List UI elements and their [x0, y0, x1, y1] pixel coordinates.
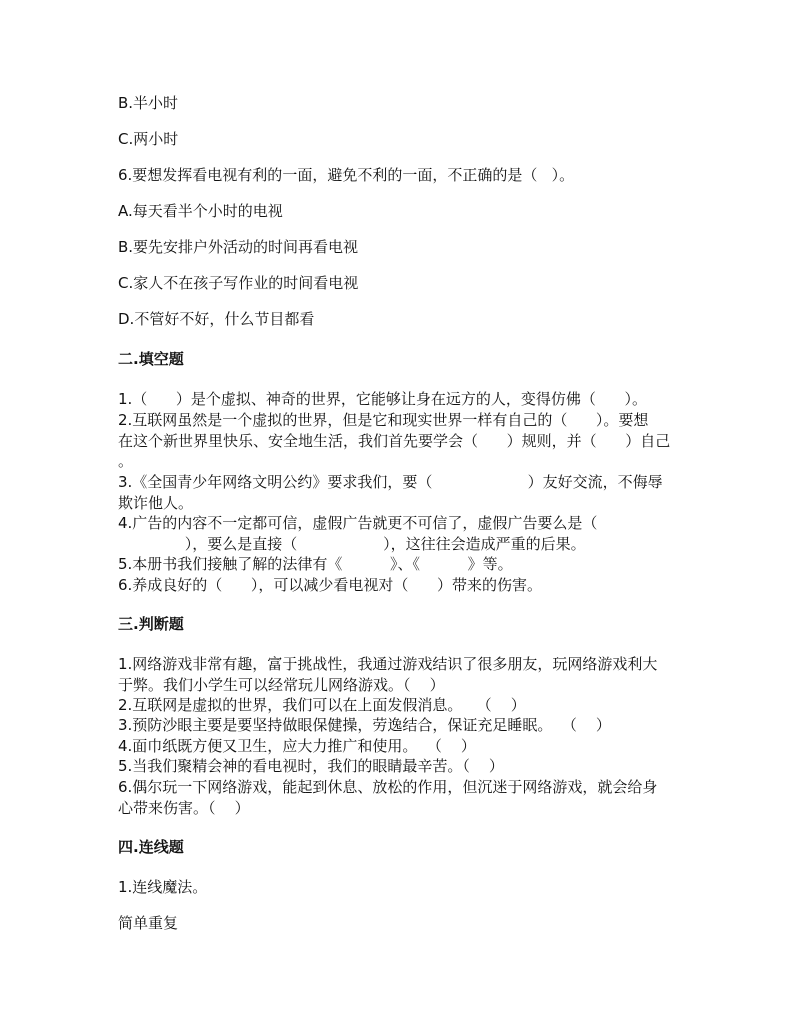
fill-question-4-line-2: ），要么是直接（ ），这往往会造成严重的后果。 [118, 535, 586, 553]
judge-question-6-line-1: 6.偶尔玩一下网络游戏，能起到休息、放松的作用，但沉迷于网络游戏，就会给身 [118, 778, 658, 796]
fill-question-2-line-1: 2.互联网虽然是一个虚拟的世界，但是它和现实世界一样有自己的（ ）。要想 [118, 411, 649, 429]
option-a: A.每天看半个小时的电视 [118, 202, 283, 220]
option-c: C.家人不在孩子写作业的时间看电视 [118, 274, 359, 292]
fill-question-4-line-1: 4.广告的内容不一定都可信，虚假广告就更不可信了，虚假广告要么是（ [118, 514, 598, 532]
fill-question-1: 1.（ ）是个虚拟、神奇的世界，它能够让身在远方的人，变得仿佛（ ）。 [118, 390, 648, 408]
fill-question-2-line-3: 。 [118, 452, 134, 470]
option-b-half-hour: B.半小时 [118, 94, 179, 112]
judge-question-1-line-1: 1.网络游戏非常有趣，富于挑战性，我通过游戏结识了很多朋友，玩网络游戏利大 [118, 655, 658, 673]
section-heading-fill-in: 二.填空题 [118, 350, 184, 368]
judge-question-6-line-2: 心带来伤害。（ ） [118, 799, 250, 817]
judge-question-3: 3.预防沙眼主要是要坚持做眼保健操，劳逸结合，保证充足睡眠。 （ ） [118, 716, 611, 734]
fill-question-6: 6.养成良好的（ ），可以减少看电视对（ ）带来的伤害。 [118, 576, 543, 594]
judge-question-4: 4.面巾纸既方便又卫生，应大力推广和使用。 （ ） [118, 737, 476, 755]
question-6-tv: 6.要想发挥看电视有利的一面，避免不利的一面，不正确的是（ ）。 [118, 166, 575, 184]
section-heading-true-false: 三.判断题 [118, 615, 184, 633]
matching-question-1: 1.连线魔法。 [118, 878, 208, 896]
option-d: D.不管好不好，什么节目都看 [118, 310, 315, 328]
judge-question-1-line-2: 于弊。我们小学生可以经常玩儿网络游戏。（ ） [118, 676, 445, 694]
fill-question-3-line-2: 欺诈他人。 [118, 494, 194, 512]
judge-question-2: 2.互联网是虚拟的世界，我们可以在上面发假消息。 （ ） [118, 696, 526, 714]
judge-question-5: 5.当我们聚精会神的看电视时，我们的眼睛最辛苦。（ ） [118, 757, 504, 775]
fill-question-3-line-1: 3.《全国青少年网络文明公约》要求我们，要（ ）友好交流，不侮辱 [118, 473, 663, 491]
option-c-two-hours: C.两小时 [118, 130, 179, 148]
fill-question-5: 5.本册书我们接触了解的法律有《 》、《 》等。 [118, 555, 513, 573]
option-b: B.要先安排户外活动的时间再看电视 [118, 238, 359, 256]
matching-item-simple-repeat: 简单重复 [118, 914, 179, 932]
section-heading-matching: 四.连线题 [118, 838, 184, 856]
fill-question-2-line-2: 在这个新世界里快乐、安全地生活，我们首先要学会（ ）规则，并（ ）自己 [118, 432, 671, 450]
